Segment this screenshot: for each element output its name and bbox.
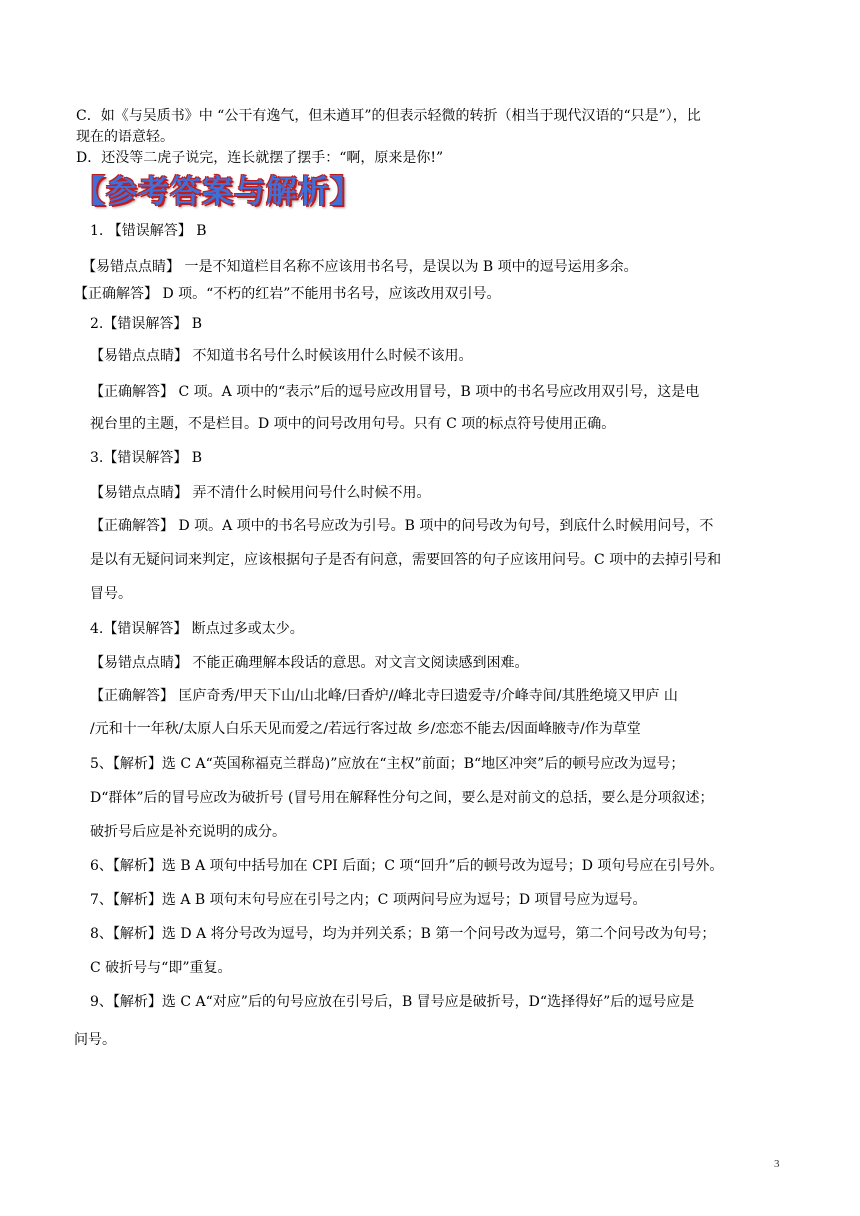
answer-1-easy-error: 【易错点点睛】 一是不知道栏目名称不应该用书名号，是误以为 B 项中的逗号运用多余。 bbox=[82, 259, 638, 275]
answer-3-wrong: 3.【错误解答】 B bbox=[90, 450, 203, 466]
answer-3-correct-line3: 冒号。 bbox=[90, 586, 132, 602]
answer-2-correct-line2: 视台里的主题，不是栏目。D 项中的问号改用句号。只有 C 项的标点符号使用正确。 bbox=[90, 416, 616, 432]
answer-9-line1: 9、【解析】选 C A“对应”后的句号应放在引号后，B 冒号应是破折号，D“选择得好”后的逗号应是 bbox=[90, 994, 695, 1010]
answer-4-wrong: 4.【错误解答】 断点过多或太少。 bbox=[90, 621, 304, 637]
answer-section-title: 【参考答案与解析】 bbox=[74, 174, 362, 210]
answer-4-correct-line2: /元和十一年秋/太原人白乐天见而爱之/若远行客过故 乡/恋恋不能去/因面峰腋寺/作为草堂 bbox=[90, 721, 641, 737]
option-c-line1: C．如《与吴质书》中 “公干有逸气，但未遒耳”的但表示轻微的转折（相当于现代汉语的“只是”），比 bbox=[76, 108, 701, 124]
answer-2-easy-error: 【易错点点睛】 不知道书名号什么时候该用什么时候不该用。 bbox=[90, 348, 473, 364]
answer-4-correct-line1: 【正确解答】 匡庐奇秀/甲天下山/山北峰/曰香炉//峰北寺曰遗爱寺/介峰寺间/其胜绝境又甲庐 山 bbox=[90, 688, 678, 704]
answer-8-line1: 8、【解析】选 D A 将分号改为逗号，均为并列关系；B 第一个问号改为逗号，第二个问号改为句号； bbox=[90, 926, 716, 942]
answer-2-correct-line1: 【正确解答】 C 项。A 项中的“表示”后的逗号应改用冒号，B 项中的书名号应改用双引号，这是电 bbox=[90, 384, 700, 400]
answer-5-line1: 5、【解析】选 C A“英国称福克兰群岛)”应放在“主权”前面；B“地区冲突”后的顿号应改为逗号； bbox=[90, 756, 685, 772]
answer-3-easy-error: 【易错点点睛】 弄不清什么时候用问号什么时候不用。 bbox=[90, 485, 431, 501]
option-c-line2: 现在的语意轻。 bbox=[76, 129, 174, 145]
answer-8-line2: C 破折号与“即”重复。 bbox=[90, 960, 232, 976]
answer-5-line2: D“群体”后的冒号应改为破折号 (冒号用在解释性分句之间，要么是对前文的总括，要么是分项叙述； bbox=[90, 790, 714, 806]
answer-3-correct-line1: 【正确解答】 D 项。A 项中的书名号应改为引号。B 项中的问号改为句号，到底什么时候用问号，不 bbox=[90, 518, 714, 534]
answer-9-line2: 问号。 bbox=[74, 1032, 116, 1048]
option-d-line: D．还没等二虎子说完，连长就摆了摆手：“啊，原来是你!” bbox=[76, 150, 444, 166]
answer-3-correct-line2: 是以有无疑问词来判定，应该根据句子是否有问意，需要回答的句子应该用问号。C 项中的去掉引号和 bbox=[90, 552, 722, 568]
answer-1-wrong: 1. 【错误解答】 B bbox=[90, 223, 207, 239]
answer-4-easy-error: 【易错点点睛】 不能正确理解本段话的意思。对文言文阅读感到困难。 bbox=[90, 655, 529, 671]
answer-5-line3: 破折号后应是补充说明的成分。 bbox=[90, 824, 286, 840]
answer-section-heading bbox=[74, 166, 362, 211]
page-number: 3 bbox=[774, 1158, 780, 1170]
answer-2-wrong: 2.【错误解答】 B bbox=[90, 316, 203, 332]
answer-1-correct: 【正确解答】 D 项。“不朽的红岩”不能用书名号，应该改用双引号。 bbox=[74, 286, 501, 302]
answer-6: 6、【解析】选 B A 项句中括号加在 CPI 后面；C 项“回升”后的顿号改为逗号；D 项句号应在引号外。 bbox=[90, 858, 724, 874]
answer-7: 7、【解析】选 A B 项句末句号应在引号之内；C 项两问号应为逗号；D 项冒号应为逗号。 bbox=[90, 892, 647, 908]
